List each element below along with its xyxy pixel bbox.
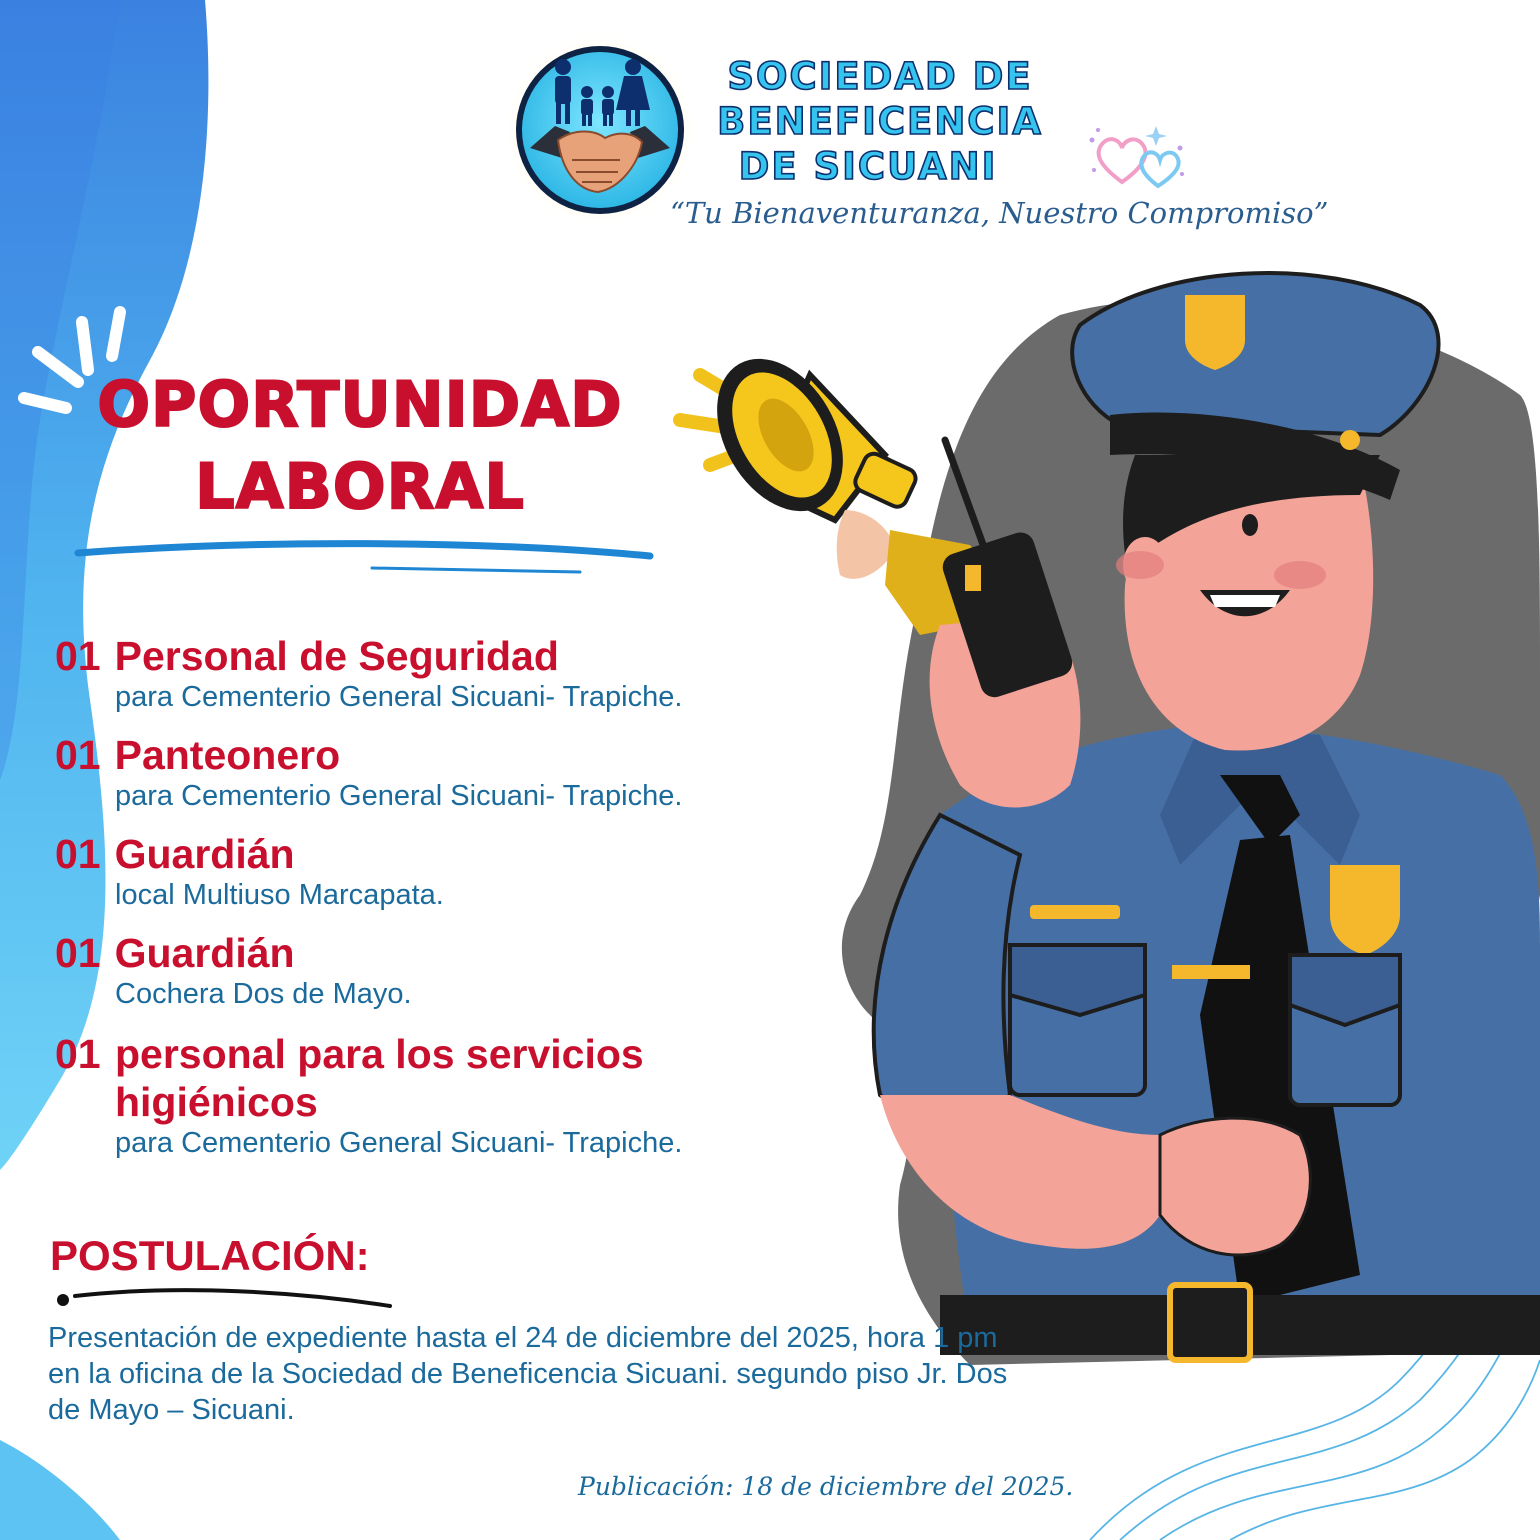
job-title-2 — [55, 731, 795, 779]
job-qty-3: 01 — [55, 831, 101, 877]
postulacion-body: Presentación de expediente hasta el 24 de diciembre del 2025, hora 1 pm en la oficina de la Sociedad de Beneficencia Sicuani. segundo piso Jr. Dos de Mayo – Sicuani. — [48, 1322, 1008, 1426]
job-item-4 — [55, 929, 795, 1011]
job-item-2 — [55, 731, 795, 813]
job-name-3: Guardián — [114, 831, 295, 877]
job-detail-5: para Cementerio General Sicuani- Trapiche. — [115, 1127, 683, 1159]
job-name-5: personal para los servicios higiénicos — [115, 1031, 644, 1125]
publication-date: Publicación: 18 de diciembre del 2025. — [578, 1472, 1074, 1501]
brand-line-1: SOCIEDAD DE — [727, 55, 1033, 98]
job-detail-2: para Cementerio General Sicuani- Trapiche. — [115, 780, 683, 812]
job-qty-2: 01 — [55, 732, 101, 778]
job-qty-4: 01 — [55, 930, 101, 976]
job-name-1: Personal de Seguridad — [114, 633, 559, 679]
postulacion-title: POSTULACIÓN: — [50, 1232, 370, 1279]
job-detail-3: local Multiuso Marcapata. — [115, 879, 444, 911]
job-name-4: Guardián — [114, 930, 295, 976]
job-detail-4: Cochera Dos de Mayo. — [115, 978, 412, 1010]
hearts-icon — [1080, 118, 1190, 198]
brand-line-2: BENEFICENCIA — [717, 100, 1043, 143]
job-qty-5: 01 — [55, 1031, 101, 1077]
job-item-1 — [55, 632, 795, 714]
tagline: “Tu Bienaventuranza, Nuestro Compromiso” — [670, 196, 1329, 230]
heading-line-1: OPORTUNIDAD — [97, 368, 623, 441]
job-body-5 — [115, 1030, 755, 1160]
job-title-3 — [55, 830, 795, 878]
job-item-5 — [55, 1030, 795, 1160]
job-title-4 — [55, 929, 795, 977]
job-detail-1: para Cementerio General Sicuani- Trapiche. — [115, 681, 683, 713]
brand-name — [710, 55, 1050, 195]
job-name-2: Panteonero — [114, 732, 341, 778]
job-title-1 — [55, 632, 795, 680]
job-item-3 — [55, 830, 795, 912]
heading-line-2: LABORAL — [195, 450, 525, 523]
job-qty-1: 01 — [55, 633, 101, 679]
brand-line-3: DE SICUANI — [738, 145, 998, 188]
